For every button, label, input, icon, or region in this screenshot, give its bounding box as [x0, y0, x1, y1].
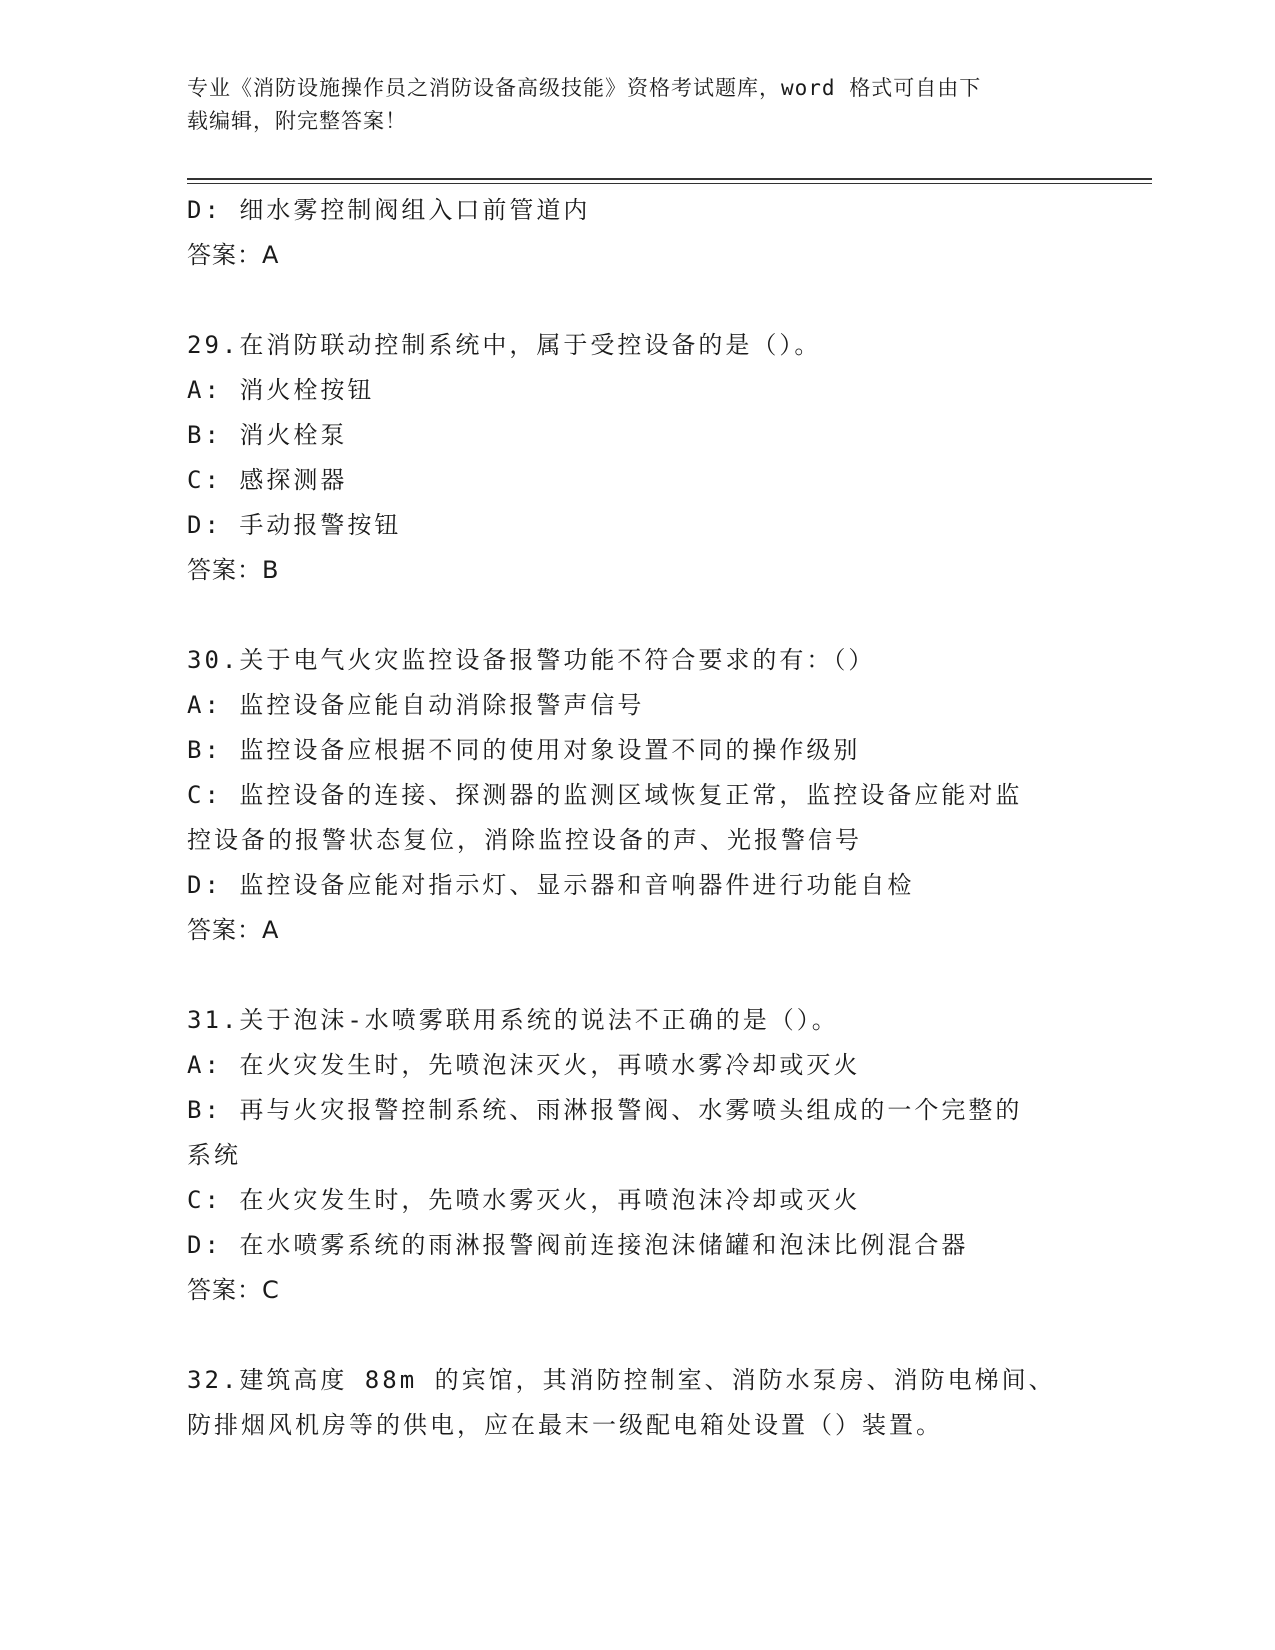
option-b-line-2: 系统 [187, 1141, 241, 1169]
spacer [187, 953, 1087, 998]
option-c: C: 在火灾发生时，先喷水雾灭火，再喷泡沫冷却或灭火 [187, 1186, 861, 1214]
option-d: D: 细水雾控制阀组入口前管道内 [187, 196, 591, 224]
option-d: D: 手动报警按钮 [187, 511, 402, 539]
header-line-1: 专业《消防设施操作员之消防设备高级技能》资格考试题库，word 格式可自由下 [187, 76, 982, 100]
option-d: D: 在水喷雾系统的雨淋报警阀前连接泡沫储罐和泡沫比例混合器 [187, 1231, 969, 1259]
header-line-2: 载编辑，附完整答案！ [187, 109, 407, 133]
answer-label: 答案：A [187, 916, 280, 944]
question-29 [187, 323, 1087, 593]
spacer [187, 1313, 1087, 1358]
question-32 [187, 1358, 1087, 1448]
option-c: C: 感探测器 [187, 466, 348, 494]
question-28-tail [187, 188, 1087, 278]
question-stem: 29.在消防联动控制系统中，属于受控设备的是（）。 [187, 331, 822, 359]
header-divider-thick [187, 178, 1152, 180]
spacer [187, 593, 1087, 638]
option-b-line-1: B: 再与火灾报警控制系统、雨淋报警阀、水雾喷头组成的一个完整的 [187, 1096, 1023, 1124]
answer-label: 答案：A [187, 241, 280, 269]
option-b: B: 消火栓泵 [187, 421, 348, 449]
answer-label: 答案：C [187, 1276, 280, 1304]
question-stem-line-1: 32.建筑高度 88m 的宾馆，其消防控制室、消防水泵房、消防电梯间、 [187, 1366, 1056, 1394]
header-divider-thin [187, 183, 1152, 184]
question-list [187, 188, 1087, 1448]
option-b: B: 监控设备应根据不同的使用对象设置不同的操作级别 [187, 736, 861, 764]
question-stem: 31.关于泡沫-水喷雾联用系统的说法不正确的是（）。 [187, 1006, 839, 1034]
option-c-line-2: 控设备的报警状态复位，消除监控设备的声、光报警信号 [187, 826, 862, 854]
option-a: A: 消火栓按钮 [187, 376, 375, 404]
question-30 [187, 638, 1087, 953]
option-a: A: 监控设备应能自动消除报警声信号 [187, 691, 645, 719]
document-header [187, 72, 1067, 138]
spacer [187, 278, 1087, 323]
option-d: D: 监控设备应能对指示灯、显示器和音响器件进行功能自检 [187, 871, 915, 899]
question-stem: 30.关于电气火灾监控设备报警功能不符合要求的有：（） [187, 646, 876, 674]
option-c-line-1: C: 监控设备的连接、探测器的监测区域恢复正常，监控设备应能对监 [187, 781, 1023, 809]
question-stem-line-2: 防排烟风机房等的供电，应在最末一级配电箱处设置（）装置。 [187, 1411, 943, 1439]
question-31 [187, 998, 1087, 1313]
answer-label: 答案：B [187, 556, 280, 584]
option-a: A: 在火灾发生时，先喷泡沫灭火，再喷水雾冷却或灭火 [187, 1051, 861, 1079]
